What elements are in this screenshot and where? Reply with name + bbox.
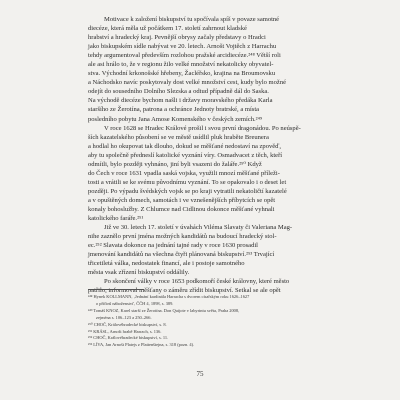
footnote-line: ²⁵³ LÍVA, Jan Arnošt Platejs z Plattenštejna, s. 318 (pozn. 4). [88,342,195,348]
text-line: a Náchodsko navíc poskytovaly dost velké množství cest, kudy bylo možné [88,79,287,87]
footnote-line: ²⁵¹ KRÁSL, Arnošt hrabě Harrach, s. 136. [88,328,162,334]
text-line: ších kazatelského působení se ve městě usídlil pluk hraběte Breunera [88,133,269,141]
text-line: tosti a vrátili se ke svému původnímu vyznání. To se opakovalo i o deset let [88,178,287,186]
text-line: odmítli, bylo později vyhnáno, jiní byli vsazeni do žaláře.²⁵⁰ Když [88,160,262,168]
footnote-line: ²⁴⁹ Tomáš KNOZ, Karel starší ze Žerotína. Don Quijote v labyrintu světa, Praha 2008, [88,307,240,313]
text-line: konaly bohoslužby. Z Chlumce nad Cidlinou dokonce měšťané vyhnali [88,205,275,213]
text-line: odejít do sousedního Dolního Slezska a odtud případně dál do Saska. [88,88,269,96]
text-line: nihe zaznělo první jména možných kandidátů na budoucí hradecký stol- [88,233,277,241]
text-line: ec.²⁵² Slavata dokonce na jednání tajné rady v roce 1630 prosadil [88,242,259,250]
text-line: jako biskupském sídle nabývat ve 20. letech. Arnošt Vojtěch z Harrachu [88,43,277,51]
footnote-rule [88,289,144,290]
footnote-line: ²⁴⁸ Hynek KOLLMANN, ‚Jednání kardinála Harracha s dvorem císařským roku 1626–1627 [88,294,250,299]
footnote-line: zejména s. 106–123 a 250–266. [96,314,152,320]
text-line: Již ve 30. letech 17. století v úvahách Viléma Slavaty či Valeriana Mag- [104,224,293,232]
text-line: staršího ze Žerotína, patrona a ochránce Jednoty bratrské, a místa [88,106,260,114]
text-line: Na východě diecéze bychom našli i državy moravského předáka Karla [88,97,273,105]
page-number: 75 [196,370,204,378]
text-line: aby tu společně předneslí katolické vyznání víry. Osmadvacet z těch, kteří [88,151,283,159]
text-line: později. Po výpadu švédských vojsk se po kraji vytratili nekatoličtí kazatelé [88,187,287,195]
text-line: jmenování kandidátů na všechna čtyři plánovaná biskupství.²⁵³ Trvající [88,251,275,259]
text-line: města vsak zřízení biskupství oddálily. [88,269,190,277]
text-line: Po skončení války v roce 1653 podkomoří české královny, které město [104,278,290,286]
footnotes [88,294,340,349]
text-line: hrabství a hradecký kraj. Pevnější obrysy začaly představy o Hradci [88,34,266,42]
text-line: katolického faráře.²⁵¹ [88,215,144,223]
text-line: diecéze, která měla už počátkem 17. století zahrnout kladské [88,25,247,33]
text-line: a hodlal ho okupovat tak dlouho, dokud se měšťané nedostaví na zpověď, [88,142,282,150]
text-line: stva. Východní krkonošské hřebeny, Žacléřsko, krajina na Broumovsku [88,70,276,78]
text-line: tehdy argumentoval především rozlohou pražské arcidiecéze.²⁴⁸ Větší roli [88,52,281,60]
text-line: třicetiletá válka, nedostatek financí, ale i postoje samotného [88,260,245,268]
text-line: posledního pobytu Jana Amose Komenského v českých zemích.²⁴⁹ [88,115,263,123]
text-line: Motivace k založení biskupství tu spočívala spíš v povaze samotné [104,16,280,23]
text-line: do Čech v roce 1631 vpadla saská vojska, využili mnozí měšťané příleži- [88,169,280,177]
footnote-line: ²⁵² CHOČ, Královéhradecké biskupství, s. 11. [88,335,169,341]
body-text [88,15,340,295]
footnote-line: ²⁵⁰ CHOČ, Královéhradecké biskupství, s. 8. [88,321,167,327]
text-line: patřilo, informoval měšťany o záměru zřídit biskupství. Setkal se ale opět [88,287,281,295]
text-line: a v opuštěných domech, samotách i ve vznešenějších příbytcích se opět [88,196,276,204]
text-line: ale asi hrálo to, že v regionu žilo velké množství nekatolicky obyvatel- [88,61,274,69]
footnote-line: o příčinš náboženství', ČČH 4, 1898, s. 389. [96,300,174,306]
text-line: V roce 1628 se Hradec Králové prošil i svou první dragonádou. Po neúspě- [104,124,301,132]
